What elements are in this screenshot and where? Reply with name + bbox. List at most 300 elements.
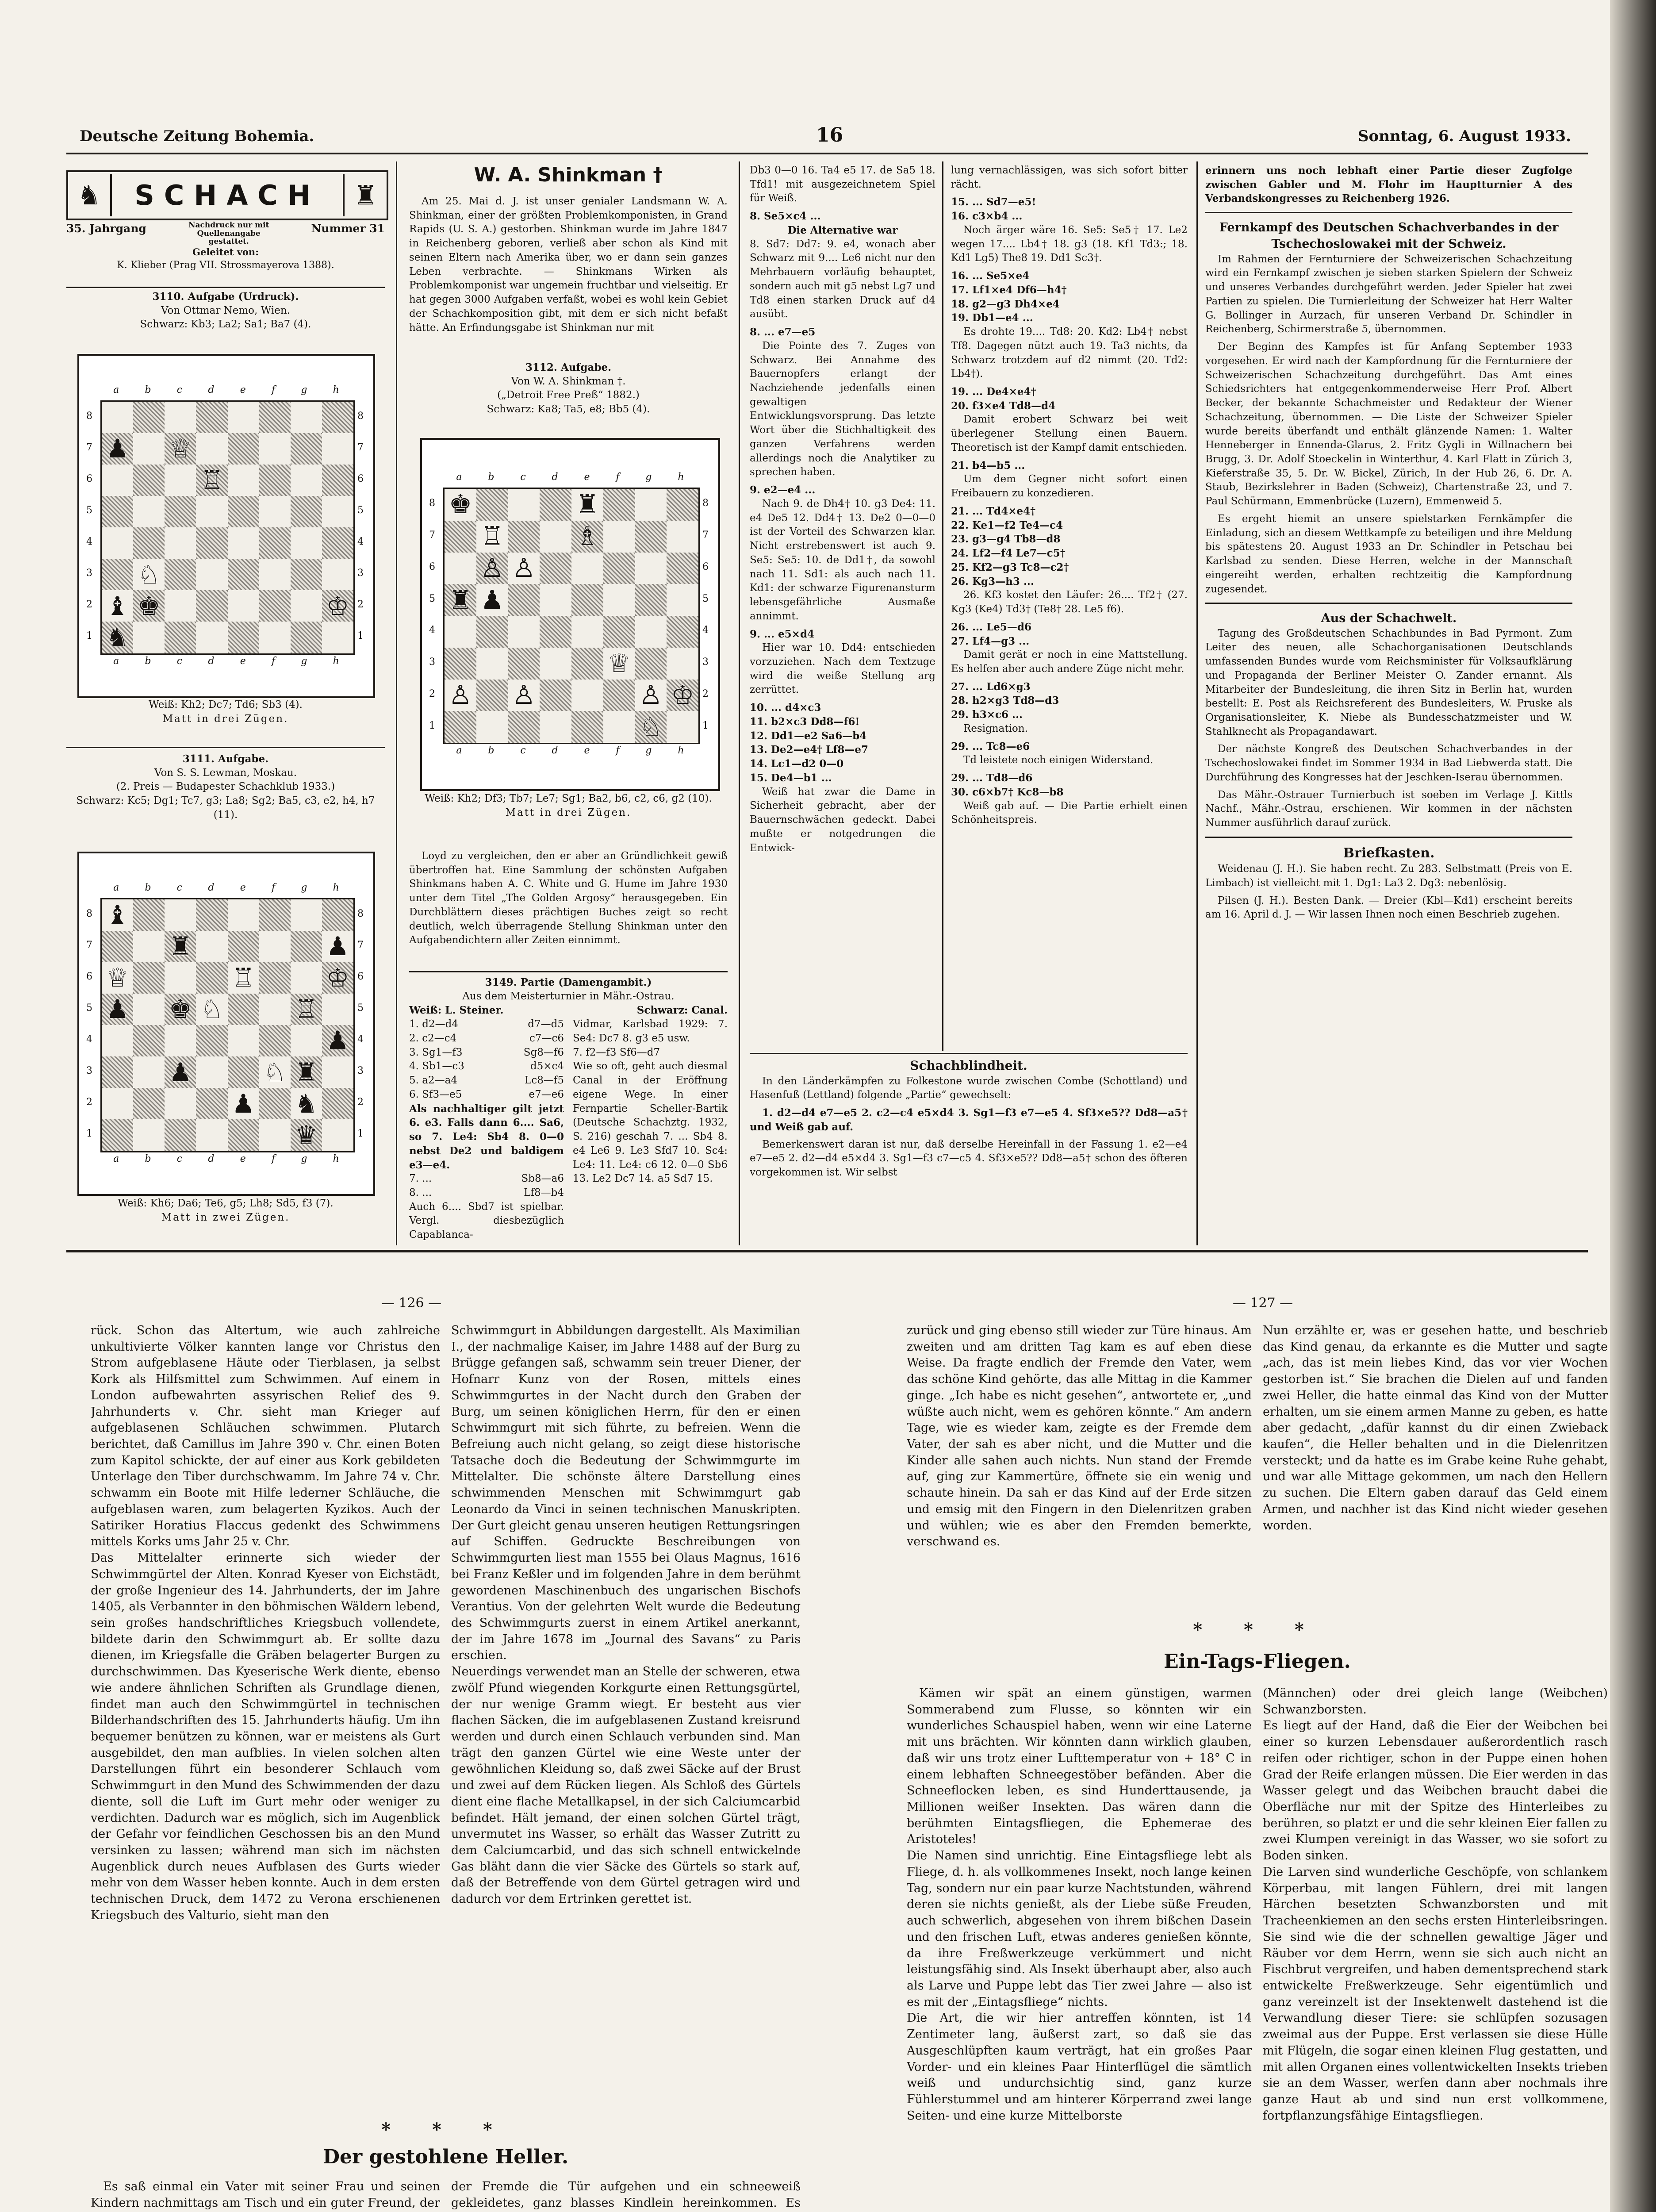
partie-moves-left xyxy=(409,1018,564,1241)
board-square xyxy=(259,559,291,590)
black-bishop-icon: ♝ xyxy=(106,591,129,621)
aufgabe-schwarz: Schwarz: Ka8; Ta5, e8; Bb5 (4). xyxy=(487,403,650,415)
board-square xyxy=(165,1119,196,1151)
schach-banner xyxy=(66,170,388,220)
move: 6. Sf3—e5 xyxy=(409,1088,462,1100)
board-square xyxy=(603,553,635,584)
board-square xyxy=(165,622,196,653)
board-square xyxy=(228,433,259,465)
rank-label: 1 xyxy=(86,630,92,642)
board-square xyxy=(445,584,476,616)
black-bishop-icon: ♝ xyxy=(106,899,129,930)
board-square xyxy=(133,1088,165,1119)
board-square xyxy=(291,1056,322,1088)
rank-label: 5 xyxy=(429,593,435,604)
rank-label: 2 xyxy=(357,599,364,611)
board-square xyxy=(291,590,322,622)
board-square xyxy=(228,1025,259,1056)
rank-label: 8 xyxy=(357,908,364,919)
aufgabe-weiss: Weiß: Kh6; Da6; Te6, g5; Lh8; Sd5, f3 (7). xyxy=(118,1198,334,1209)
board-square xyxy=(259,1119,291,1151)
board-square xyxy=(228,402,259,433)
board-grid xyxy=(100,898,355,1152)
board-square xyxy=(322,622,353,653)
rank-label: 5 xyxy=(357,504,364,516)
file-label: f xyxy=(271,882,276,893)
file-label: f xyxy=(271,655,276,667)
white-rook-icon: ♖ xyxy=(480,521,504,552)
white-knight-icon: ♘ xyxy=(263,1057,287,1087)
white-knight-icon: ♘ xyxy=(639,711,663,742)
black-king-icon: ♚ xyxy=(448,489,472,520)
move-row xyxy=(409,1060,564,1074)
file-label: e xyxy=(240,384,246,396)
board-square xyxy=(540,521,571,553)
rank-label: 4 xyxy=(702,625,709,636)
board-square xyxy=(259,622,291,653)
feuilleton-col-2: Schwimmgurt in Abbildungen dargestellt. Als Maximilian I., der nachmalige Kaiser, im Jahre 1488 auf der Burg zu Brügge gefangen saß, schwamm sein treuer Diener, der Hofnarr Kunz von der Rosen, mittels eines Schwimmgurtes in der Nacht durch den Graben der Burg, um seinen königlichen Herrn, für den er einen Schwimmgurt mit sich führte, zu befreien. Wenn die Befreiung auch nicht gelang, so zeigt diese historische Tatsache doch die Bedeutung der Schwimmgurte im Mittelalter. Die schönste ältere Darstellung eines schwimmenden Menschen mit Schwimmgurt gab Leonardo da Vinci in seinen technischen Manuskripten. Der Gurt gleicht genau unseren heutigen Rettungsringen auf Schiffen. Gedruckte Beschreibungen von Schwimmgurten liest man 1555 bei Olaus Magnus, 1616 bei Franz Keßler und im folgenden Jahre in dem berühmt gewordenen Maschinenbuch des ungarischen Bischofs Verantius. Von der gelehrten Welt wurde die Bedeutung des Schwimmgurts zuerst in einem Artikel anerkannt, der im Jahre 1678 im „Journal des Savans“ zu Paris erschien. Neuerdings verwendet man an Stelle der schweren, etwa zwölf Pfund wiegenden Korkgurte einen Rettungsgürtel, der nur wenige Gramm wiegt. Er besteht aus vier flachen Säcken, die im aufgeblasenen Zustand kreisrund werden und durch einen Schlauch verbunden sind. Man trägt den ganzen Gürtel wie eine Weste unter der gewöhnlichen Kleidung so, daß zwei Säcke auf der Brust und zwei auf dem Rücken liegen. Als Schloß des Gürtels dient eine flache Metallkapsel, in der sich Calciumcarbid befindet. Hält jemand, der einen solchen Gürtel trägt, unvermutet ins Wasser, so erhält das Wasser Zutritt zu dem Calciumcarbid, und das sich schnell entwickelnde Gas bläht dann die vier Säcke des Gürtels so stark auf, daß der Betreffende von dem Gürtel getragen wird und dadurch vor dem Ertrinken gerettet ist. xyxy=(451,1324,801,1906)
board-square xyxy=(322,402,353,433)
board-square xyxy=(165,1025,196,1056)
board-square xyxy=(102,1088,133,1119)
board-file-labels xyxy=(100,1153,352,1164)
board-rank-labels xyxy=(86,898,92,1150)
board-square xyxy=(259,1056,291,1088)
file-label: e xyxy=(240,1153,246,1164)
file-label: c xyxy=(520,472,526,483)
board-square xyxy=(196,931,227,962)
file-label: a xyxy=(456,472,462,483)
move: Sb8—a6 xyxy=(521,1173,564,1185)
board-square xyxy=(322,590,353,622)
partie-annotations-2: lung vernachlässigen, was sich sofort bitter rächt. 15. ... Sd7—e5! 16. c3×b4 ... Noch ärger wäre 16. Se5: Se5† 17. Le2 wegen 17.... Lb4† 18. g3 (18. Kf1 Td3:; 18. Kd1 Lg5) The8 19. Dd1 Sc3†. 16. ... Se5×e4 17. Lf1×e4 Df6—h4† 18. g2—g3 Dh4×e4 19. Db1—e4 ... Es drohte 19.... Td8: 20. Kd2: Lb4† nebst Tf8. Dagegen nützt auch 19. Ta3 nichts, da Schwarz trotzdem auf d2 nimmt (20. Td2: Lb4†). 19. ... De4×e4† 20. f3×e4 Td8—d4 Damit erobert Schwarz bei weit überlegener Stellung einen Bauern. Theoretisch ist der Kampf damit entschieden. 21. b4—b5 ... Um dem Gegner nicht sofort einen Freibauern zu konzedieren. 21. ... Td4×e4† 22. Ke1—f2 Te4—c4 23. g3—g4 Tb8—d8 24. Lf2—f4 Le7—c5† 25. Kf2—g3 Tc8—c2† 26. Kg3—h3 ... 26. Kf3 kostet den Läufer: 26.... Tf2† (27. Kg3 (Ke4) Td3† (Te8† 28. Le5 f6). 26. ... Le5—d6 27. Lf4—g3 ... Damit gerät er noch in eine Mattstellung. Es helfen aber auch andere Züge nicht mehr. 27. ... Ld6×g3 28. h2×g3 Td8—d3 29. h3×c6 ... Resignation. 29. ... Tc8—e6 Td leistete noch einigen Widerstand. 29. ... Td8—d6 30. c6×b7† Kc8—b8 Weiß gab auf. — Die Partie erhielt einen Schönheitspreis. xyxy=(951,165,1188,826)
board-square xyxy=(508,648,540,680)
file-label: d xyxy=(208,384,215,396)
file-label: d xyxy=(208,1153,215,1164)
board-square xyxy=(540,711,571,743)
board-square xyxy=(228,590,259,622)
aufgabe-source: („Detroit Free Preß“ 1882.) xyxy=(497,389,640,401)
rank-label: 7 xyxy=(86,939,92,951)
chess-board-3111 xyxy=(77,852,375,1196)
board-square xyxy=(291,559,322,590)
rank-label: 4 xyxy=(86,536,92,548)
board-file-labels xyxy=(443,745,697,756)
board-square xyxy=(291,1025,322,1056)
board-square xyxy=(133,527,165,559)
board-square xyxy=(228,931,259,962)
white-king-icon: ♔ xyxy=(326,591,349,621)
board-square xyxy=(322,433,353,465)
board-square xyxy=(228,559,259,590)
board-square xyxy=(102,1025,133,1056)
section-stars: * * * xyxy=(381,2119,510,2140)
board-square xyxy=(102,527,133,559)
rank-label: 7 xyxy=(429,530,435,541)
file-label: b xyxy=(145,1153,151,1164)
board-square xyxy=(322,1119,353,1151)
aufgabe-3111-footer xyxy=(66,1197,385,1237)
rank-label: 8 xyxy=(357,410,364,422)
rank-label: 3 xyxy=(357,1065,364,1077)
board-square xyxy=(445,711,476,743)
aufgabe-3111-header xyxy=(66,752,385,847)
nummer: Nummer 31 xyxy=(311,222,385,235)
board-square xyxy=(291,496,322,527)
board-square xyxy=(165,496,196,527)
board-square xyxy=(291,931,322,962)
board-file-labels xyxy=(100,384,352,396)
board-square xyxy=(291,899,322,931)
board-square xyxy=(196,899,227,931)
board-square xyxy=(102,931,133,962)
board-square xyxy=(571,521,603,553)
file-label: d xyxy=(208,655,215,667)
board-square xyxy=(571,553,603,584)
rank-label: 6 xyxy=(86,971,92,982)
file-label: a xyxy=(113,882,119,893)
rank-label: 1 xyxy=(86,1128,92,1140)
partie-subtitle: Aus dem Meisterturnier in Mähr.-Ostrau. xyxy=(462,990,675,1002)
board-square xyxy=(322,899,353,931)
file-label: b xyxy=(145,655,151,667)
partie-schwarz: Schwarz: Canal. xyxy=(636,1004,728,1017)
file-label: c xyxy=(520,745,526,756)
board-square xyxy=(322,465,353,496)
board-square xyxy=(445,648,476,680)
board-square xyxy=(133,962,165,994)
partie-title: 3149. Partie (Damengambit.) xyxy=(485,976,652,988)
board-square xyxy=(667,616,698,648)
move: d7—d5 xyxy=(528,1018,564,1030)
black-queen-icon: ♛ xyxy=(295,1120,318,1150)
board-square xyxy=(133,496,165,527)
board-square xyxy=(259,899,291,931)
rank-label: 6 xyxy=(86,473,92,484)
partie-3149 xyxy=(409,975,728,1241)
board-square xyxy=(476,648,508,680)
board-square xyxy=(322,559,353,590)
white-rook-icon: ♖ xyxy=(295,994,318,1025)
board-square xyxy=(603,680,635,711)
rank-label: 4 xyxy=(86,1034,92,1045)
board-square xyxy=(196,496,227,527)
board-square xyxy=(322,931,353,962)
move-row xyxy=(409,1074,564,1088)
file-label: h xyxy=(678,745,684,756)
board-square xyxy=(322,1056,353,1088)
board-square xyxy=(571,648,603,680)
aufgabe-preis: (2. Preis — Budapester Schachklub 1933.) xyxy=(116,781,335,793)
board-square xyxy=(322,962,353,994)
board-square xyxy=(667,648,698,680)
header-left: Deutsche Zeitung Bohemia. xyxy=(80,127,314,145)
board-square xyxy=(291,994,322,1025)
move-row xyxy=(409,1172,564,1186)
board-square xyxy=(228,1119,259,1151)
page-number-126: — 126 — xyxy=(381,1295,442,1311)
board-square xyxy=(196,1088,227,1119)
file-label: d xyxy=(552,472,558,483)
white-queen-icon: ♕ xyxy=(607,648,631,679)
board-square xyxy=(165,402,196,433)
file-label: g xyxy=(301,384,307,396)
board-square xyxy=(165,559,196,590)
aufgabe-3112-footer xyxy=(409,792,728,845)
move: c7—c6 xyxy=(529,1032,564,1044)
move: Lc8—f5 xyxy=(525,1075,564,1087)
board-square xyxy=(259,433,291,465)
black-rook-icon: ♜ xyxy=(169,931,192,962)
feuilleton-col-4: Nun erzählte er, was er gesehen hatte, und beschrieb das Kind genau, da erkannte es die Mutter und sagte „ach, das ist mein liebes Kind, das vor vier Wochen gestorben ist.“ Sie brachen die Dielen auf und fanden zwei Heller, die hatte einmal das Kind von der Mutter erhalten, um sie einem armen Manne zu geben, es hatte aber gedacht, „dafür kannst du dir einen Zwieback kaufen“, die Heller behalten und in die Dielenritzen versteckt; und da hatte es im Grabe keine Ruhe gehabt, und war alle Mittage gekommen, um nach den Hellern zu suchen. Die Eltern gaben darauf das Geld einem Armen, und nachher ist das Kind nicht wieder gesehen worden. xyxy=(1263,1324,1608,1532)
board-square xyxy=(133,1056,165,1088)
board-square xyxy=(196,433,227,465)
move-note: Als nachhaltiger gilt jetzt 6. e3. Falls dann 6.... Sa6, so 7. Le4: Sb4 8. 0—0 nebst De2 und baldigem e3—e4. xyxy=(409,1102,564,1171)
rank-label: 5 xyxy=(357,1002,364,1014)
board-square xyxy=(540,680,571,711)
chess-board-3110 xyxy=(77,354,375,698)
schach-meta xyxy=(66,221,385,288)
rank-label: 6 xyxy=(429,561,435,572)
board-square xyxy=(322,527,353,559)
board-square xyxy=(196,622,227,653)
board-square xyxy=(196,559,227,590)
board-square xyxy=(322,994,353,1025)
rank-label: 2 xyxy=(86,1097,92,1108)
file-label: c xyxy=(176,882,183,893)
heller-col-1: Es saß einmal ein Vater mit seiner Frau und seinen Kindern nachmittags am Tisch und ein guter Freund, der xyxy=(91,2180,440,2210)
black-pawn-icon: ♟ xyxy=(480,584,504,615)
board-square xyxy=(635,648,667,680)
white-queen-icon: ♕ xyxy=(169,434,192,464)
file-label: d xyxy=(208,882,215,893)
file-label: h xyxy=(333,384,339,396)
board-square xyxy=(667,553,698,584)
heller-col-2: der Fremde die Tür aufgehen und ein schneeweiß gekleidetes, ganz blasses Kindlein hereinkommen. Es xyxy=(451,2180,801,2210)
move-row xyxy=(409,1088,564,1102)
board-square xyxy=(102,590,133,622)
aufgabe-title: 3111. Aufgabe. xyxy=(182,753,269,765)
board-square xyxy=(228,622,259,653)
aufgabe-3112-header xyxy=(409,361,728,436)
board-square xyxy=(291,527,322,559)
board-square xyxy=(133,559,165,590)
file-label: d xyxy=(552,745,558,756)
move-note: Auch 6.... Sbd7 ist spielbar. Vergl. diesbezüglich Capablanca- xyxy=(409,1201,564,1241)
move-row xyxy=(409,1186,564,1200)
rank-label: 8 xyxy=(702,498,709,509)
board-square xyxy=(102,465,133,496)
board-rank-labels xyxy=(357,400,364,652)
black-knight-icon: ♞ xyxy=(106,622,129,653)
board-square xyxy=(259,402,291,433)
board-square xyxy=(196,1025,227,1056)
file-label: h xyxy=(333,655,339,667)
board-square xyxy=(102,962,133,994)
board-square xyxy=(133,433,165,465)
board-square xyxy=(571,584,603,616)
rank-label: 7 xyxy=(702,530,709,541)
board-rank-labels xyxy=(429,488,435,741)
board-square xyxy=(476,680,508,711)
white-pawn-icon: ♙ xyxy=(480,552,504,583)
eintag-title: Ein-Tags-Fliegen. xyxy=(1164,1650,1351,1673)
rank-label: 1 xyxy=(357,1128,364,1140)
board-rank-labels xyxy=(357,898,364,1150)
black-pawn-icon: ♟ xyxy=(106,994,129,1025)
board-square xyxy=(445,553,476,584)
board-square xyxy=(133,622,165,653)
eintag-col-1: Kämen wir spät an einem günstigen, warmen Sommerabend zum Flusse, so könnten wir ein wunderliches Schauspiel haben, wenn wir eine Laterne mit uns brächten. Wir könnten dann wirklich glauben, daß wir uns trotz einer Lufttemperatur von + 18° C in einem lebhaften Schneegestöber befänden. Aber die Schneeflocken leben, es sind Hunderttausende, ja Millionen weißer Insekten. Das wären dann die berühmten Eintagsfliegen, die Ephemerae des Aristoteles! Die Namen sind unrichtig. Eine Eintagsfliege lebt als Fliege, d. h. als vollkommenes Insekt, noch lange keinen Tag, sondern nur ein paar kurze Nachtstunden, während deren sie nichts genießt, als der Liebe süße Freuden, auch schwerlich, abgesehen von ihrem bißchen Dasein und den frischen Luft, etwas anderes genießen könnte, da ihre Freßwerkzeuge verkümmert und nicht leistungsfähig sind. Als Insekt überhaupt aber, also auch als Larve und Puppe lebt das Tier zwei Jahre — also ist es mit der „Eintagsfliege“ nichts. Die Art, die wir hier antreffen könnten, ist 14 Zentimeter lang, äußerst zart, so daß sie das Ausgeschlüpften kaum verträgt, hat ein großes Paar Vorder- und ein kleines Paar Hinterflügel die sämtlich weiß und undurchsichtig sind, ganz kurze Fühlerstummel und am hinterer Körperrand zwei lange Seiten- und eine kurze Mittelborste xyxy=(907,1686,1252,2123)
board-square xyxy=(476,711,508,743)
board-square xyxy=(603,616,635,648)
file-label: g xyxy=(301,655,307,667)
white-queen-icon: ♕ xyxy=(106,963,129,993)
page-edge xyxy=(1610,0,1656,2212)
file-label: b xyxy=(488,472,494,483)
board-square xyxy=(102,559,133,590)
board-square xyxy=(102,622,133,653)
rank-label: 3 xyxy=(357,568,364,579)
board-square xyxy=(165,465,196,496)
board-square xyxy=(291,465,322,496)
rank-label: 5 xyxy=(702,593,709,604)
board-square xyxy=(603,521,635,553)
rank-label: 7 xyxy=(357,939,364,951)
aufgabe-matt: Matt in zwei Zügen. xyxy=(161,1211,290,1223)
file-label: f xyxy=(271,1153,276,1164)
file-label: e xyxy=(240,882,246,893)
eintag-col-2: (Männchen) oder drei gleich lange (Weibchen) Schwanzborsten. Es liegt auf der Hand, daß die Eier der Weibchen bei einer so kurzen Lebensdauer außerordentlich rasch reifen oder richtiger, schon in der Puppe einen hohen Grad der Reife erlangen müssen. Die Eier werden in das Wasser gelegt und das Weibchen braucht dabei die Oberfläche nur mit der Spitze des Hinterleibes zu berühren, so platzt er und die sehr kleinen Eier fallen zu zwei Klumpen vereinigt in das Wasser, wo sie sofort zu Boden sinken. Die Larven sind wunderliche Geschöpfe, von schlankem Körperbau, mit langen Fühlern, drei mit langen Härchen besetzten Schwanzborsten und mit Tracheenkiemen an den sechs ersten Hinterleibsringen. Sie sind wie die der schnellen gewaltige Jäger und Räuber vor dem Herrn, wenn sie sich auch nicht an Fischbrut vergreifen, und haben dementsprechend stark entwickelte Freßwerkzeuge. Sehr eigentümlich und ganz vereinzelt ist der Insektenwelt dastehend ist die Verwandlung dieser Tiere: sie schlüpfen sozusagen zweimal aus der Puppe. Erst verlassen sie diese Hülle mit Flügeln, die sogar einen kleinen Flug gestatten, und mit allen Organen eines vollentwickelten Insekts trieben sie an dem Wasser, werfen dann aber nochmals ihre ganze Haut ab und sind nun erst vollkommene, fortpflanzungsfähige Eintagsfliegen. xyxy=(1263,1686,1608,2123)
aufgabe-schwarz: Schwarz: Kc5; Dg1; Tc7, g3; La8; Sg2; Ba5, c3, e2, h4, h7 (11). xyxy=(76,795,375,821)
board-rank-labels xyxy=(702,488,709,741)
move: 2. c2—c4 xyxy=(409,1032,457,1044)
board-square xyxy=(259,590,291,622)
rank-label: 3 xyxy=(429,657,435,668)
rook-icon: ♜ xyxy=(343,174,387,216)
aufgabe-weiss: Weiß: Kh2; Dc7; Td6; Sb3 (4). xyxy=(149,699,303,710)
board-square xyxy=(165,994,196,1025)
black-king-icon: ♚ xyxy=(169,994,192,1025)
aufgabe-title: 3112. Aufgabe. xyxy=(525,361,612,373)
board-square xyxy=(259,496,291,527)
rank-label: 1 xyxy=(357,630,364,642)
board-square xyxy=(102,899,133,931)
board-square xyxy=(291,962,322,994)
board-grid xyxy=(100,400,355,655)
board-square xyxy=(165,962,196,994)
board-grid xyxy=(443,488,700,744)
board-square xyxy=(635,680,667,711)
geleitet-label: Geleitet von: xyxy=(192,246,259,258)
board-square xyxy=(165,527,196,559)
board-square xyxy=(165,899,196,931)
white-pawn-icon: ♙ xyxy=(448,679,472,710)
white-king-icon: ♔ xyxy=(671,679,694,710)
board-square xyxy=(102,402,133,433)
board-square xyxy=(291,433,322,465)
black-knight-icon: ♞ xyxy=(295,1088,318,1119)
board-square xyxy=(445,521,476,553)
fernkampf-title: Fernkampf des Deutschen Schachverbandes in der Tschechoslowakei mit der Schweiz. xyxy=(1219,221,1559,251)
rank-label: 2 xyxy=(86,599,92,611)
board-square xyxy=(635,521,667,553)
board-square xyxy=(102,433,133,465)
file-label: f xyxy=(271,384,276,396)
move: Lf8—b4 xyxy=(524,1187,564,1199)
board-square xyxy=(196,994,227,1025)
rank-label: 4 xyxy=(357,1034,364,1045)
shinkman-text-2: Loyd zu vergleichen, den er aber an Gründlichkeit gewiß übertroffen hat. Eine Sammlung der schönsten Aufgaben Shinkmans haben A. C. White und G. Hume im Jahre 1930 unter dem Titel „The Golden Argosy“ herausgegeben. Ein Durchblättern dieses prächtigen Buches zeigt so recht deutlich, welch überragende Stellung Shinkman unter den Aufgabendichtern aller Zeiten einnimmt. xyxy=(409,850,728,946)
board-square xyxy=(102,496,133,527)
black-pawn-icon: ♟ xyxy=(169,1057,192,1087)
board-square xyxy=(133,590,165,622)
aufgabe-matt: Matt in drei Zügen. xyxy=(162,713,289,725)
board-square xyxy=(259,962,291,994)
board-square xyxy=(540,616,571,648)
board-square xyxy=(635,584,667,616)
schachblindheit-title: Schachblindheit. xyxy=(910,1058,1027,1073)
file-label: e xyxy=(584,472,590,483)
knight-icon: ♞ xyxy=(68,174,112,216)
file-label: g xyxy=(301,882,307,893)
board-square xyxy=(508,584,540,616)
rank-label: 2 xyxy=(429,688,435,699)
board-square xyxy=(259,1025,291,1056)
rank-label: 1 xyxy=(429,720,435,731)
move: 4. Sb1—c3 xyxy=(409,1060,464,1072)
rank-label: 4 xyxy=(357,536,364,548)
move-row xyxy=(409,1018,564,1032)
rank-label: 1 xyxy=(702,720,709,731)
white-knight-icon: ♘ xyxy=(137,559,161,590)
file-label: c xyxy=(176,1153,183,1164)
rank-label: 3 xyxy=(86,568,92,579)
board-square xyxy=(540,584,571,616)
board-square xyxy=(291,622,322,653)
board-square xyxy=(508,616,540,648)
partie-moves-right: Vidmar, Karlsbad 1929: 7. Se4: Dc7 8. g3 e5 usw. 7. f2—f3 Sf6—d7 Wie so oft, geht auch diesmal Canal in der Eröffnung eigene Wege. In einer Fernpartie Scheller-Bartik (Deutsche Schachztg. 1932, S. 216) geschah 7. ... Sb4 8. e4 Le6 9. Le3 Sfd7 10. Sc4: Le4: 11. Le4: c6 12. 0—0 Sb6 13. Le2 Dc7 14. a5 Sd7 15. xyxy=(573,1018,728,1185)
rank-label: 5 xyxy=(86,504,92,516)
black-rook-icon: ♜ xyxy=(448,584,472,615)
rank-label: 8 xyxy=(86,908,92,919)
move-row xyxy=(409,1046,564,1060)
black-pawn-icon: ♟ xyxy=(326,1025,349,1056)
file-label: h xyxy=(678,472,684,483)
aufgabe-weiss: Weiß: Kh2; Df3; Tb7; Le7; Sg1; Ba2, b6, c2, c6, g2 (10). xyxy=(425,793,712,804)
board-square xyxy=(165,931,196,962)
board-square xyxy=(540,489,571,521)
rank-label: 7 xyxy=(86,442,92,453)
aufgabe-schwarz: Schwarz: Kb3; La2; Sa1; Ba7 (4). xyxy=(140,319,311,330)
board-square xyxy=(165,1056,196,1088)
board-square xyxy=(603,489,635,521)
aufgabe-title: 3110. Aufgabe (Urdruck). xyxy=(152,291,299,303)
briefkasten-title: Briefkasten. xyxy=(1343,845,1435,861)
file-label: b xyxy=(145,882,151,893)
board-square xyxy=(291,402,322,433)
board-square xyxy=(445,616,476,648)
board-square xyxy=(571,680,603,711)
move: 3. Sg1—f3 xyxy=(409,1046,463,1058)
move: d5×c4 xyxy=(530,1060,564,1072)
white-pawn-icon: ♙ xyxy=(639,679,663,710)
board-square xyxy=(228,962,259,994)
board-square xyxy=(228,527,259,559)
file-label: h xyxy=(333,1153,339,1164)
section-divider xyxy=(66,1250,1588,1252)
board-square xyxy=(291,1119,322,1151)
